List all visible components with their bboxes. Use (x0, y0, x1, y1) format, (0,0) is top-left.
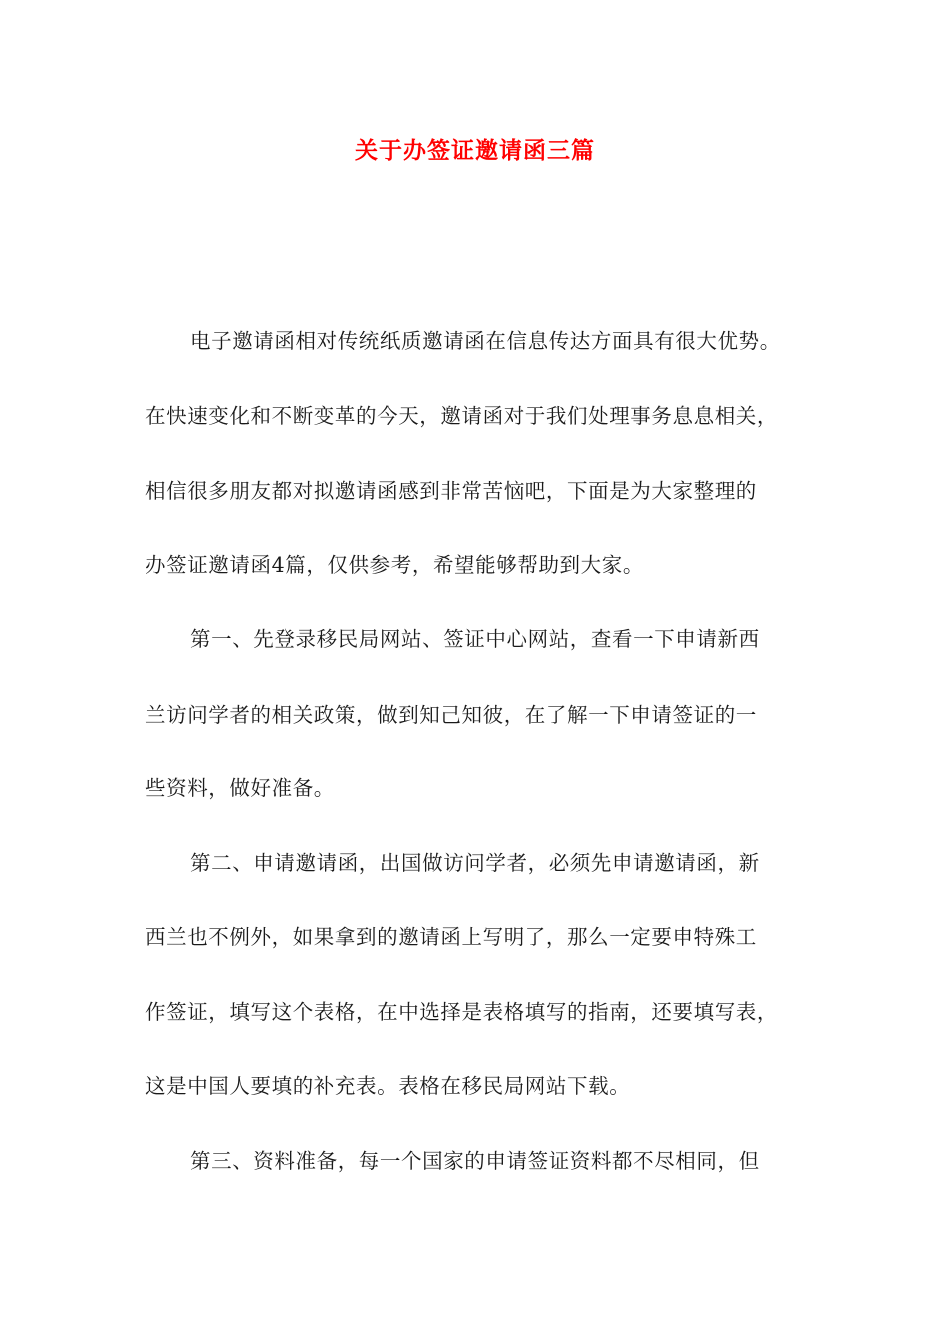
paragraph-line: 作签证，填写这个表格，在中选择是表格填写的指南，还要填写表， (145, 1000, 778, 1024)
paragraph-line: 在快速变化和不断变革的今天，邀请函对于我们处理事务息息相关， (145, 404, 778, 428)
paragraph-line: 第一、先登录移民局网站、签证中心网站，查看一下申请新西 (190, 627, 760, 651)
paragraph-line: 西兰也不例外，如果拿到的邀请函上写明了，那么一定要申特殊工 (145, 925, 757, 949)
paragraph-line: 这是中国人要填的补充表。表格在移民局网站下载。 (145, 1074, 631, 1098)
paragraph-line: 办签证邀请函4篇，仅供参考，希望能够帮助到大家。 (145, 553, 644, 577)
paragraph-line: 兰访问学者的相关政策，做到知己知彼，在了解一下申请签证的一 (145, 703, 757, 727)
paragraph-line: 电子邀请函相对传统纸质邀请函在信息传达方面具有很大优势。 (190, 329, 781, 353)
paragraph-line: 些资料，做好准备。 (145, 776, 335, 800)
paragraph-line: 第三、资料准备，每一个国家的申请签证资料都不尽相同，但 (190, 1149, 760, 1173)
paragraph-line: 相信很多朋友都对拟邀请函感到非常苦恼吧，下面是为大家整理的 (145, 479, 757, 503)
paragraph-line: 第二、申请邀请函，出国做访问学者，必须先申请邀请函，新 (190, 851, 760, 875)
document-title: 关于办签证邀请函三篇 (355, 137, 595, 164)
